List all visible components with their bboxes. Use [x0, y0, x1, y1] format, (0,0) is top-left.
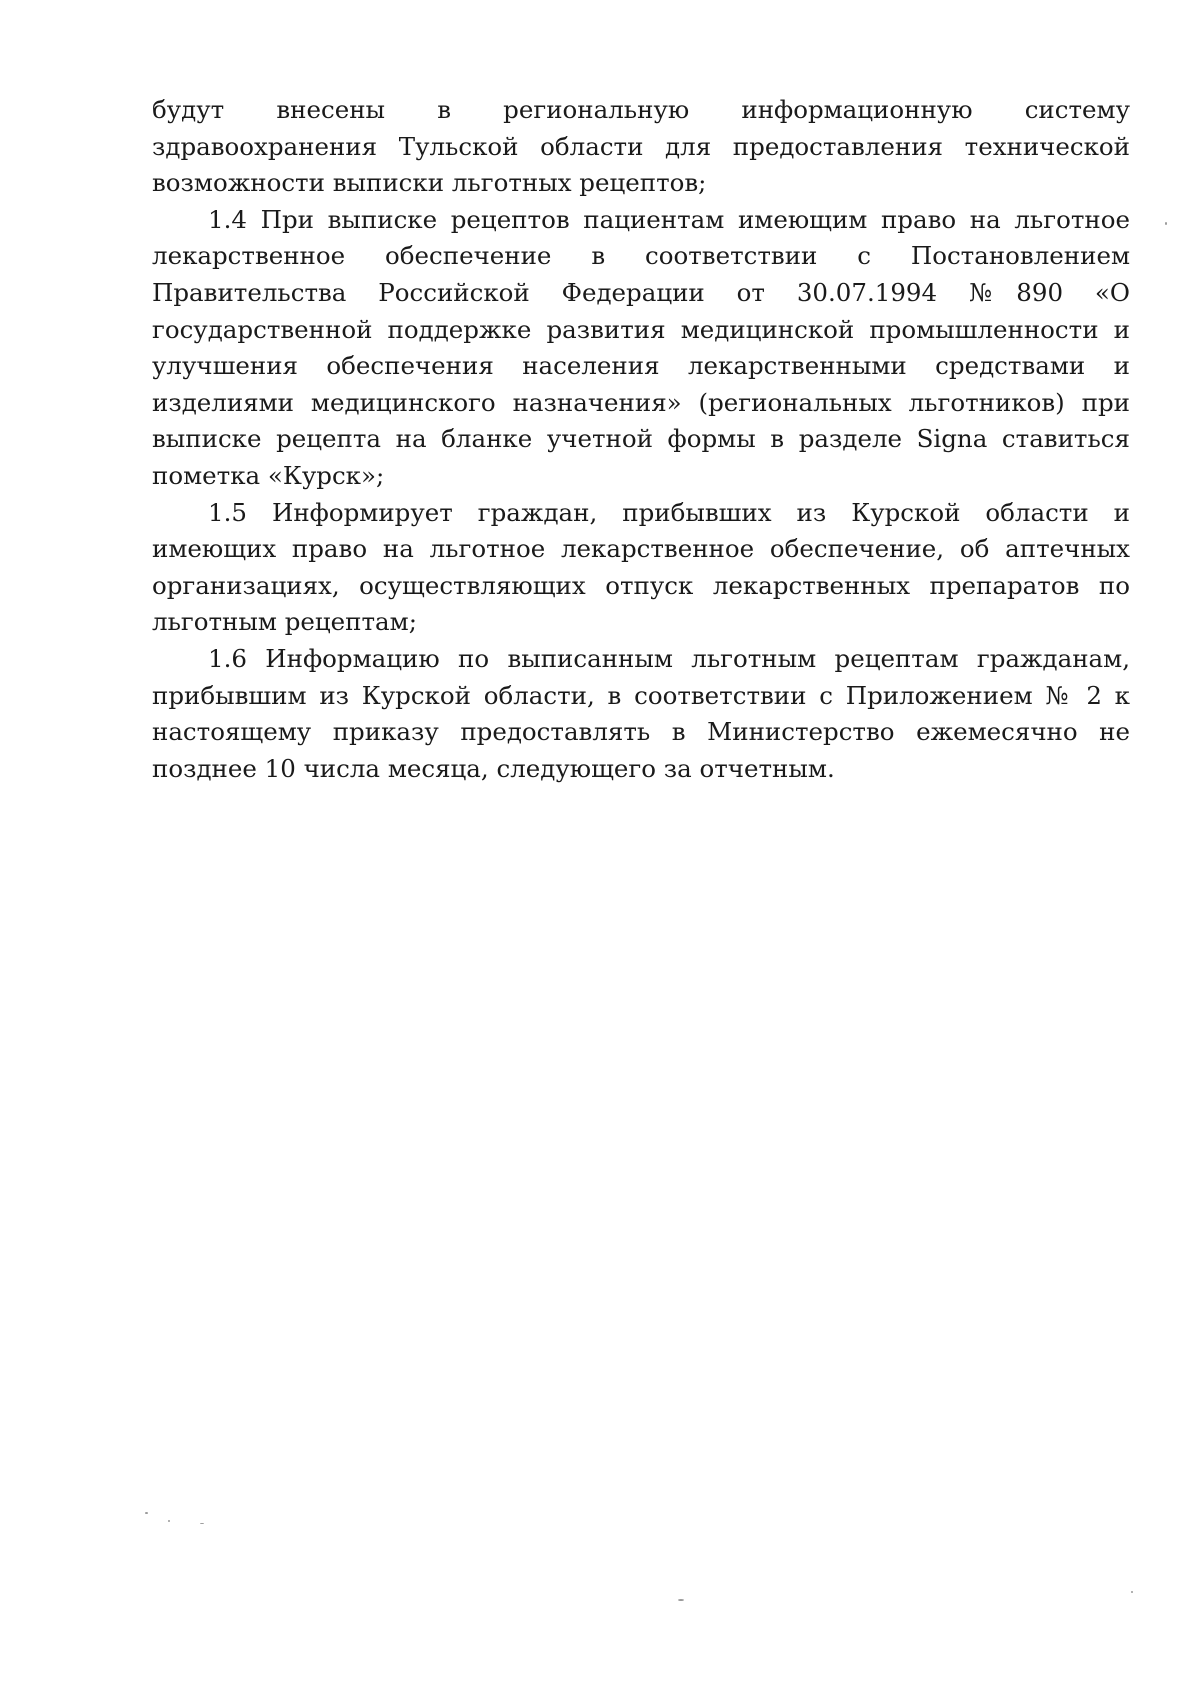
paragraph-continuation: будут внесены в региональную информационную систему здравоохранения Тульской области для предоставления технической возможности выписки льготных рецептов;: [152, 95, 1130, 198]
scan-speck: [145, 1512, 148, 1514]
paragraph-1-6: 1.6 Информацию по выписанным льготным рецептам гражданам, прибывшим из Курской области, в соответствии с Приложением № 2 к настоящему приказу предоставлять в Министерство ежемесячно не позднее 10 числа месяца, следующего за отчетным.: [152, 643, 1130, 783]
scan-speck: [678, 1599, 684, 1601]
scan-speck: [168, 1520, 170, 1522]
paragraph-1-4: 1.4 При выписке рецептов пациентам имеющим право на льготное лекарственное обеспечение в соответствии с Постановлением Правительства Российской Федерации от 30.07.1994 №890 «О государственной поддержке развития медицинской промышленности и улучшения обеспечения населения лекарственными средствами и изделиями медицинского назначения» (региональных льготников) при выписке рецепта на бланке учетной формы в разделе Signa ставиться пометка «Курск»;: [152, 204, 1130, 490]
paragraph-1-5: 1.5 Информирует граждан, прибывших из Курской области и имеющих право на льготное лекарственное обеспечение, об аптечных организациях, осуществляющих отпуск лекарственных препаратов по льготным рецептам;: [152, 497, 1130, 637]
document-body: [152, 92, 1130, 787]
scan-speck: [1131, 1591, 1133, 1593]
scan-speck: [1165, 222, 1167, 225]
scan-speck: [200, 1523, 204, 1524]
